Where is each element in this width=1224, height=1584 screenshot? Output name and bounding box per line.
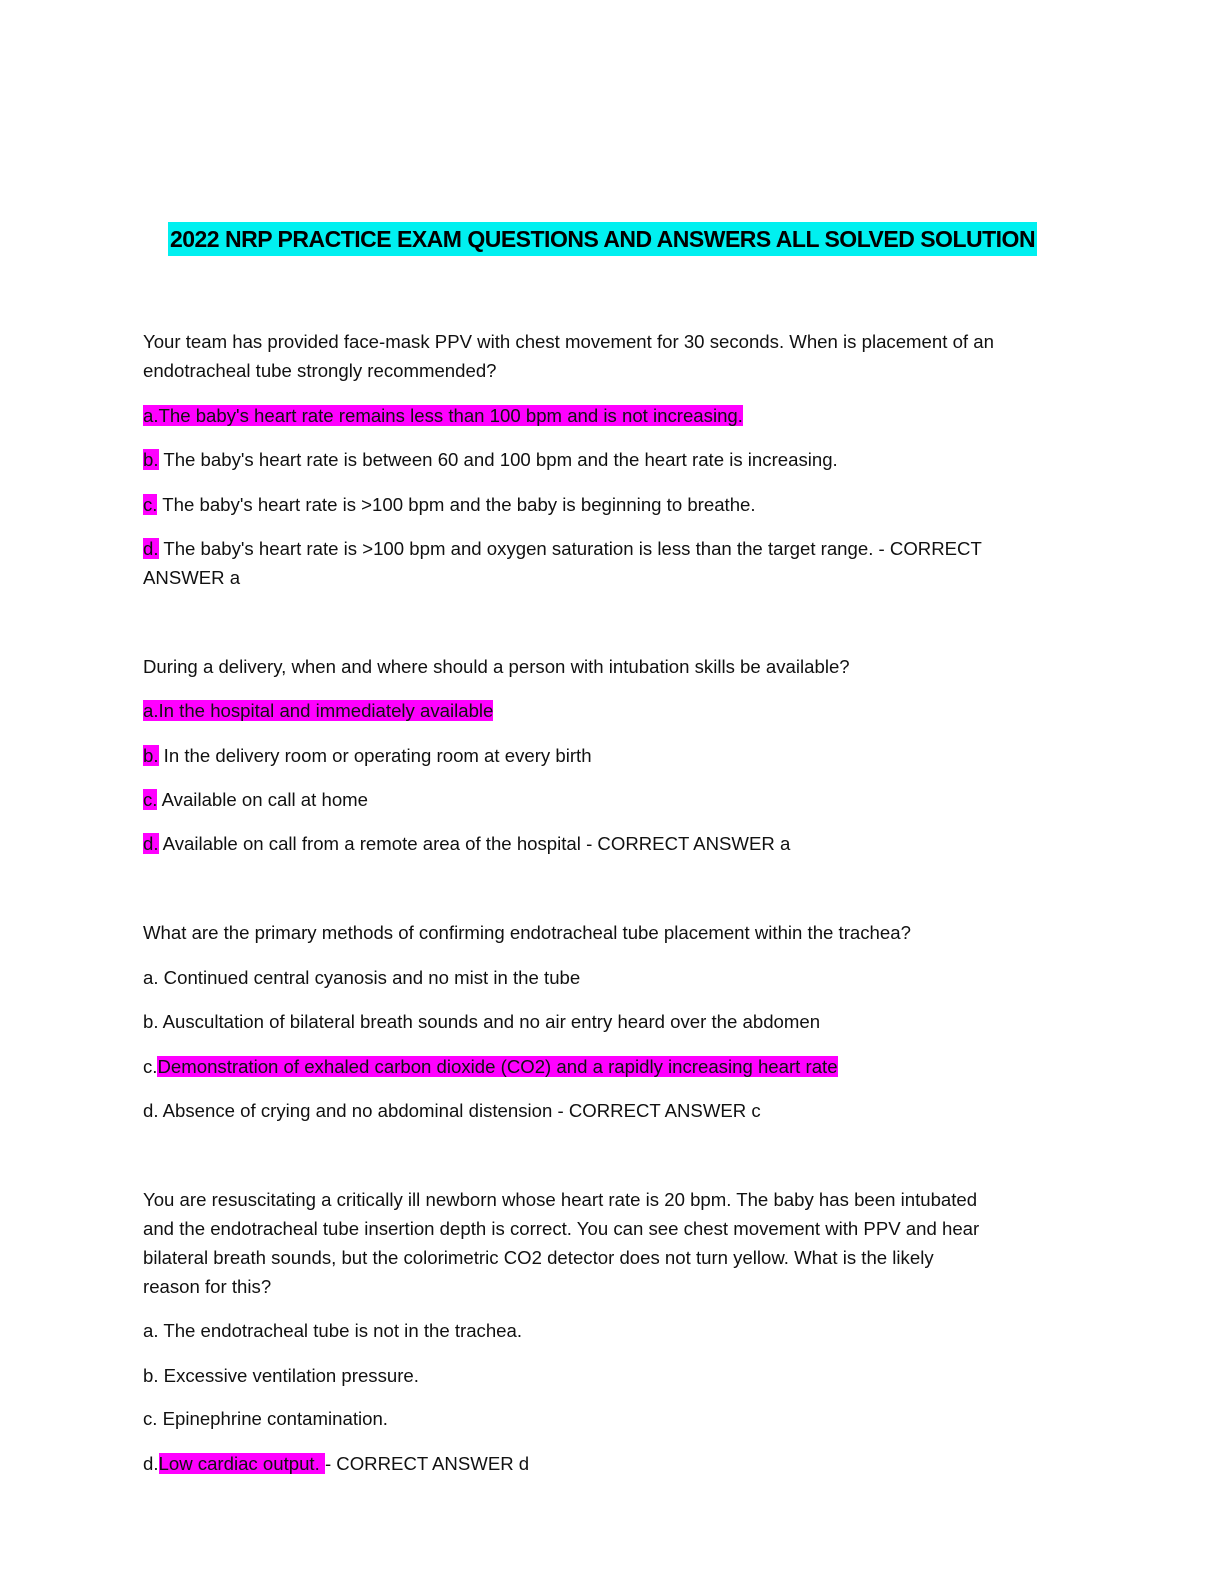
q3-stem: What are the primary methods of confirming endotracheal tube placement within the trachea? [143,922,911,943]
q2-option-c-marker: c. [143,789,158,810]
q2-option-b [143,741,592,770]
q3-option-a: a. Continued central cyanosis and no mist in the tube [143,967,581,988]
q2-option-a [143,696,493,725]
q4-option-d-highlight: Low cardiac output. [158,1453,325,1474]
q1-stem-line-1: Your team has provided face-mask PPV with chest movement for 30 seconds. When is placement of an [143,331,994,352]
q2-option-d [143,829,790,858]
q1-option-b-marker: b. [143,449,159,470]
q1-option-a [143,401,743,430]
q4-option-d-prefix: d. [143,1453,159,1474]
q1-stem-line-2: endotracheal tube strongly recommended? [143,360,497,381]
q3-option-d: d. Absence of crying and no abdominal distension - CORRECT ANSWER c [143,1100,761,1121]
q1-option-d-text: The baby's heart rate is >100 bpm and oxygen saturation is less than the target range. - CORRECT [158,538,982,559]
q4-option-d [143,1449,529,1478]
q2-option-c [143,785,368,814]
q4-stem-line-1: You are resuscitating a critically ill newborn whose heart rate is 20 bpm. The baby has been intubated [143,1189,978,1210]
q4-stem-line-4: reason for this? [143,1276,272,1297]
q4-option-c: c. Epinephrine contamination. [143,1408,388,1429]
q2-option-b-marker: b. [143,745,159,766]
q1-option-c-text: The baby's heart rate is >100 bpm and the baby is beginning to breathe. [157,494,756,515]
q4-stem-line-3: bilateral breath sounds, but the colorimetric CO2 detector does not turn yellow. What is the likely [143,1247,934,1268]
q3-option-c [143,1052,838,1081]
q4-option-d-suffix: - CORRECT ANSWER d [324,1453,530,1474]
q2-option-c-text: Available on call at home [157,789,368,810]
q3-option-b: b. Auscultation of bilateral breath sounds and no air entry heard over the abdomen [143,1011,821,1032]
q2-option-a-highlight: a.In the hospital and immediately available [143,700,494,721]
q1-option-c [143,490,756,519]
q1-option-b [143,445,838,474]
q1-option-a-highlight: a.The baby's heart rate remains less than 100 bpm and is not increasing. [143,405,743,426]
q2-option-b-text: In the delivery room or operating room at every birth [158,745,592,766]
q1-option-b-text: The baby's heart rate is between 60 and 100 bpm and the heart rate is increasing. [158,449,838,470]
q3-option-c-highlight: Demonstration of exhaled carbon dioxide (CO2) and a rapidly increasing heart rate [157,1056,838,1077]
q1-option-d [143,534,982,563]
q2-option-d-text: Available on call from a remote area of the hospital - CORRECT ANSWER a [158,833,791,854]
q1-option-d-line-2: ANSWER a [143,567,241,588]
q3-option-c-prefix: c. [143,1056,158,1077]
q4-option-b: b. Excessive ventilation pressure. [143,1365,419,1386]
q1-option-d-marker: d. [143,538,159,559]
document-title: 2022 NRP PRACTICE EXAM QUESTIONS AND ANSWERS ALL SOLVED SOLUTION [168,222,1037,256]
q1-option-c-marker: c. [143,494,158,515]
q4-option-a: a. The endotracheal tube is not in the trachea. [143,1320,523,1341]
q4-stem-line-2: and the endotracheal tube insertion depth is correct. You can see chest movement with PPV and hear [143,1218,980,1239]
q2-option-d-marker: d. [143,833,159,854]
title-container [157,222,1048,256]
q2-stem: During a delivery, when and where should a person with intubation skills be available? [143,656,850,677]
